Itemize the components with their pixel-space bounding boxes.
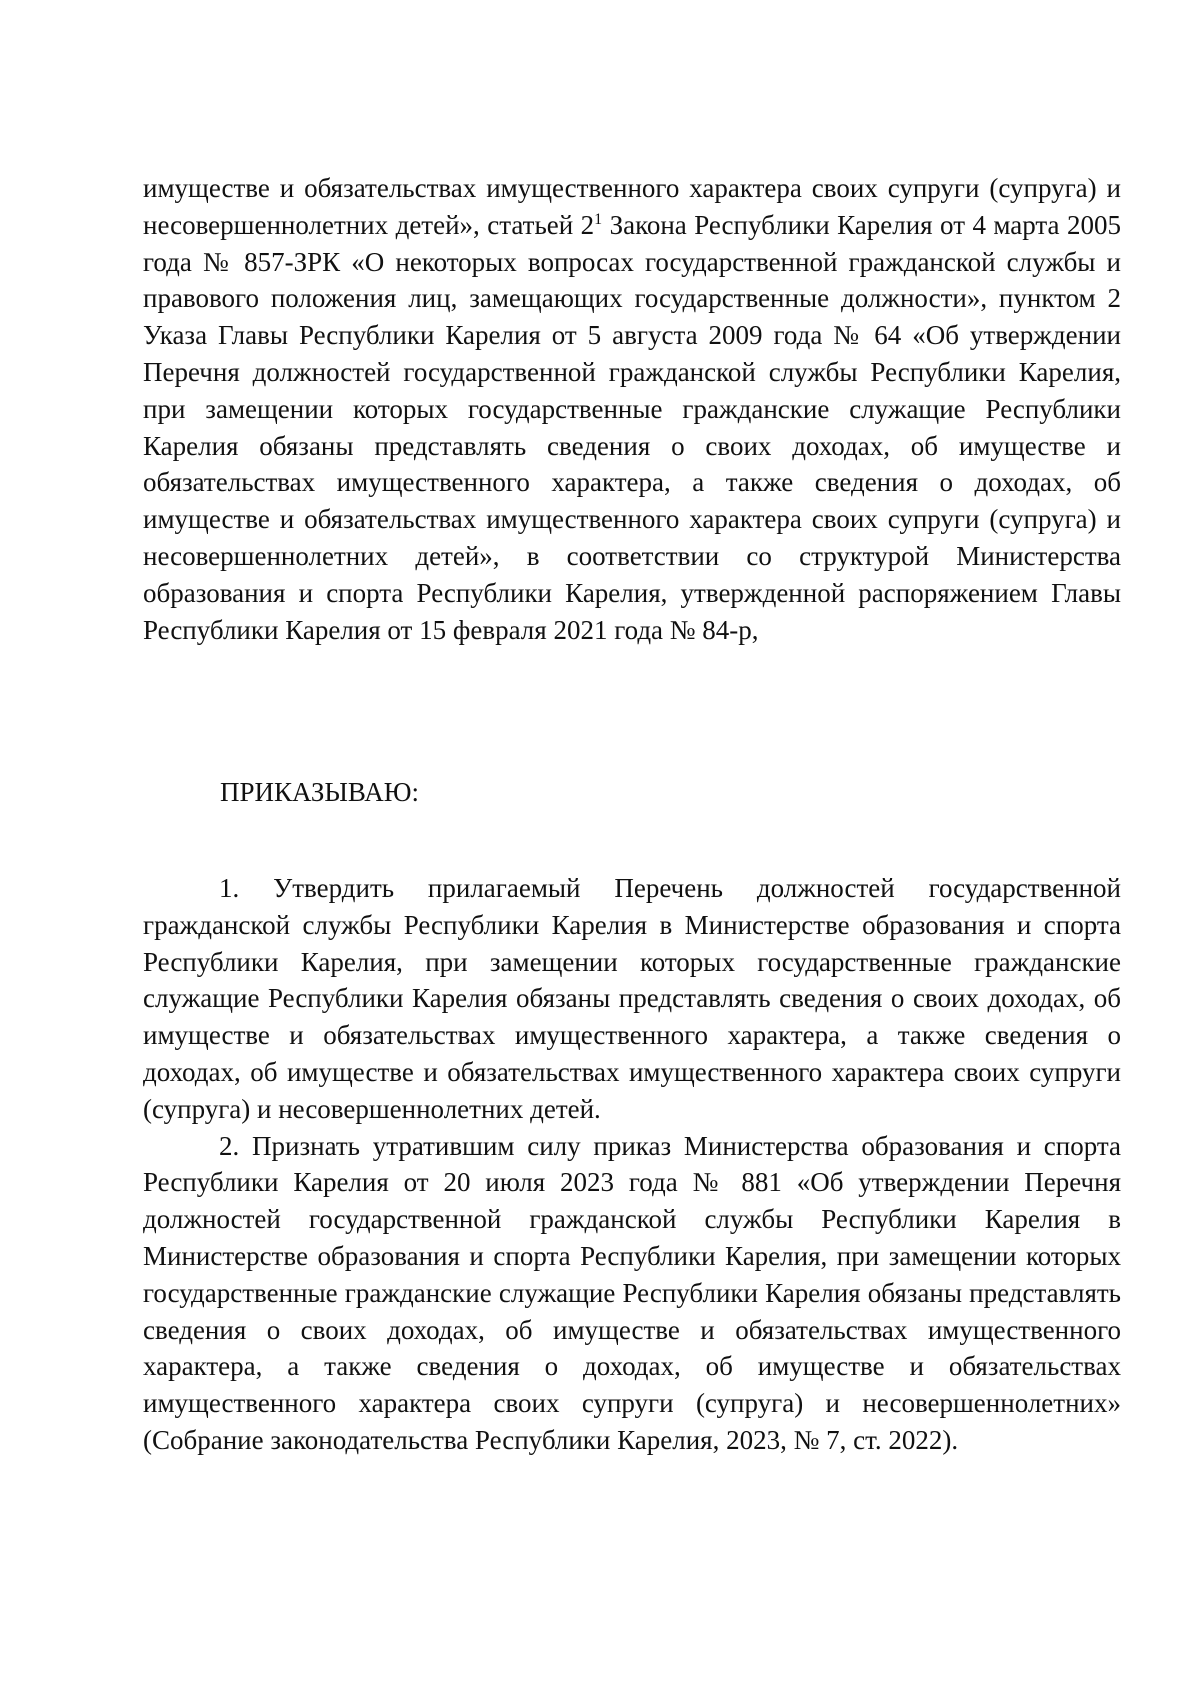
intro-text-part2: Закона Республики Карелия от 4 марта 2005 года № 857-ЗРК «О некоторых вопросах государственной гражданской службы и правового положения лиц, замещающих государственные должности», пунктом 2 Указа Главы Республики Карелия от 5 августа 2009 года № 64 «Об утверждении Перечня должностей государственной гражданской службы Республики Карелия, при замещении которых государственные гражданские служащие Республики Карелия обязаны представлять сведения о своих доходах, об имуществе и обязательствах имущественного характера, а также сведения о доходах, об имуществе и обязательствах имущественного характера своих супруги (супруга) и несовершеннолетних детей», в соответствии со структурой Министерства образования и спорта Республики Карелия, утвержденной распоряжением Главы Республики Карелия от 15 февраля 2021 года № 84-р, — [143, 209, 1121, 645]
order-heading: ПРИКАЗЫВАЮ: — [220, 777, 419, 807]
order-item-2: 2. Признать утратившим силу приказ Министерства образования и спорта Республики Карелия от 20 июля 2023 года № 881 «Об утверждении Перечня должностей государственной гражданской службы Республики Карелия в Министерстве образования и спорта Республики Карелия, при замещении которых государственные гражданские служащие Республики Карелия обязаны представлять сведения о своих доходах, об имуществе и обязательствах имущественного характера, а также сведения о доходах, об имуществе и обязательствах имущественного характера своих супруги (супруга) и несовершеннолетних» (Собрание законодательства Республики Карелия, 2023, № 7, ст. 2022). — [143, 1130, 1121, 1455]
intro-paragraph — [143, 170, 1121, 648]
intro-text-part1: имуществе и обязательствах имущественного характера своих супруги (супруга) и несовершеннолетних детей», статьей 2 — [143, 173, 1121, 240]
order-items-list — [143, 870, 1121, 1459]
article-superscript: 1 — [594, 210, 603, 228]
order-item-1: 1. Утвердить прилагаемый Перечень должностей государственной гражданской службы Республики Карелия в Министерстве образования и спорта Республики Карелия, при замещении которых государственные гражданские служащие Республики Карелия обязаны представлять сведения о своих доходах, об имуществе и обязательствах имущественного характера, а также сведения о доходах, об имуществе и обязательствах имущественного характера своих супруги (супруга) и несовершеннолетних детей. — [143, 873, 1121, 1124]
